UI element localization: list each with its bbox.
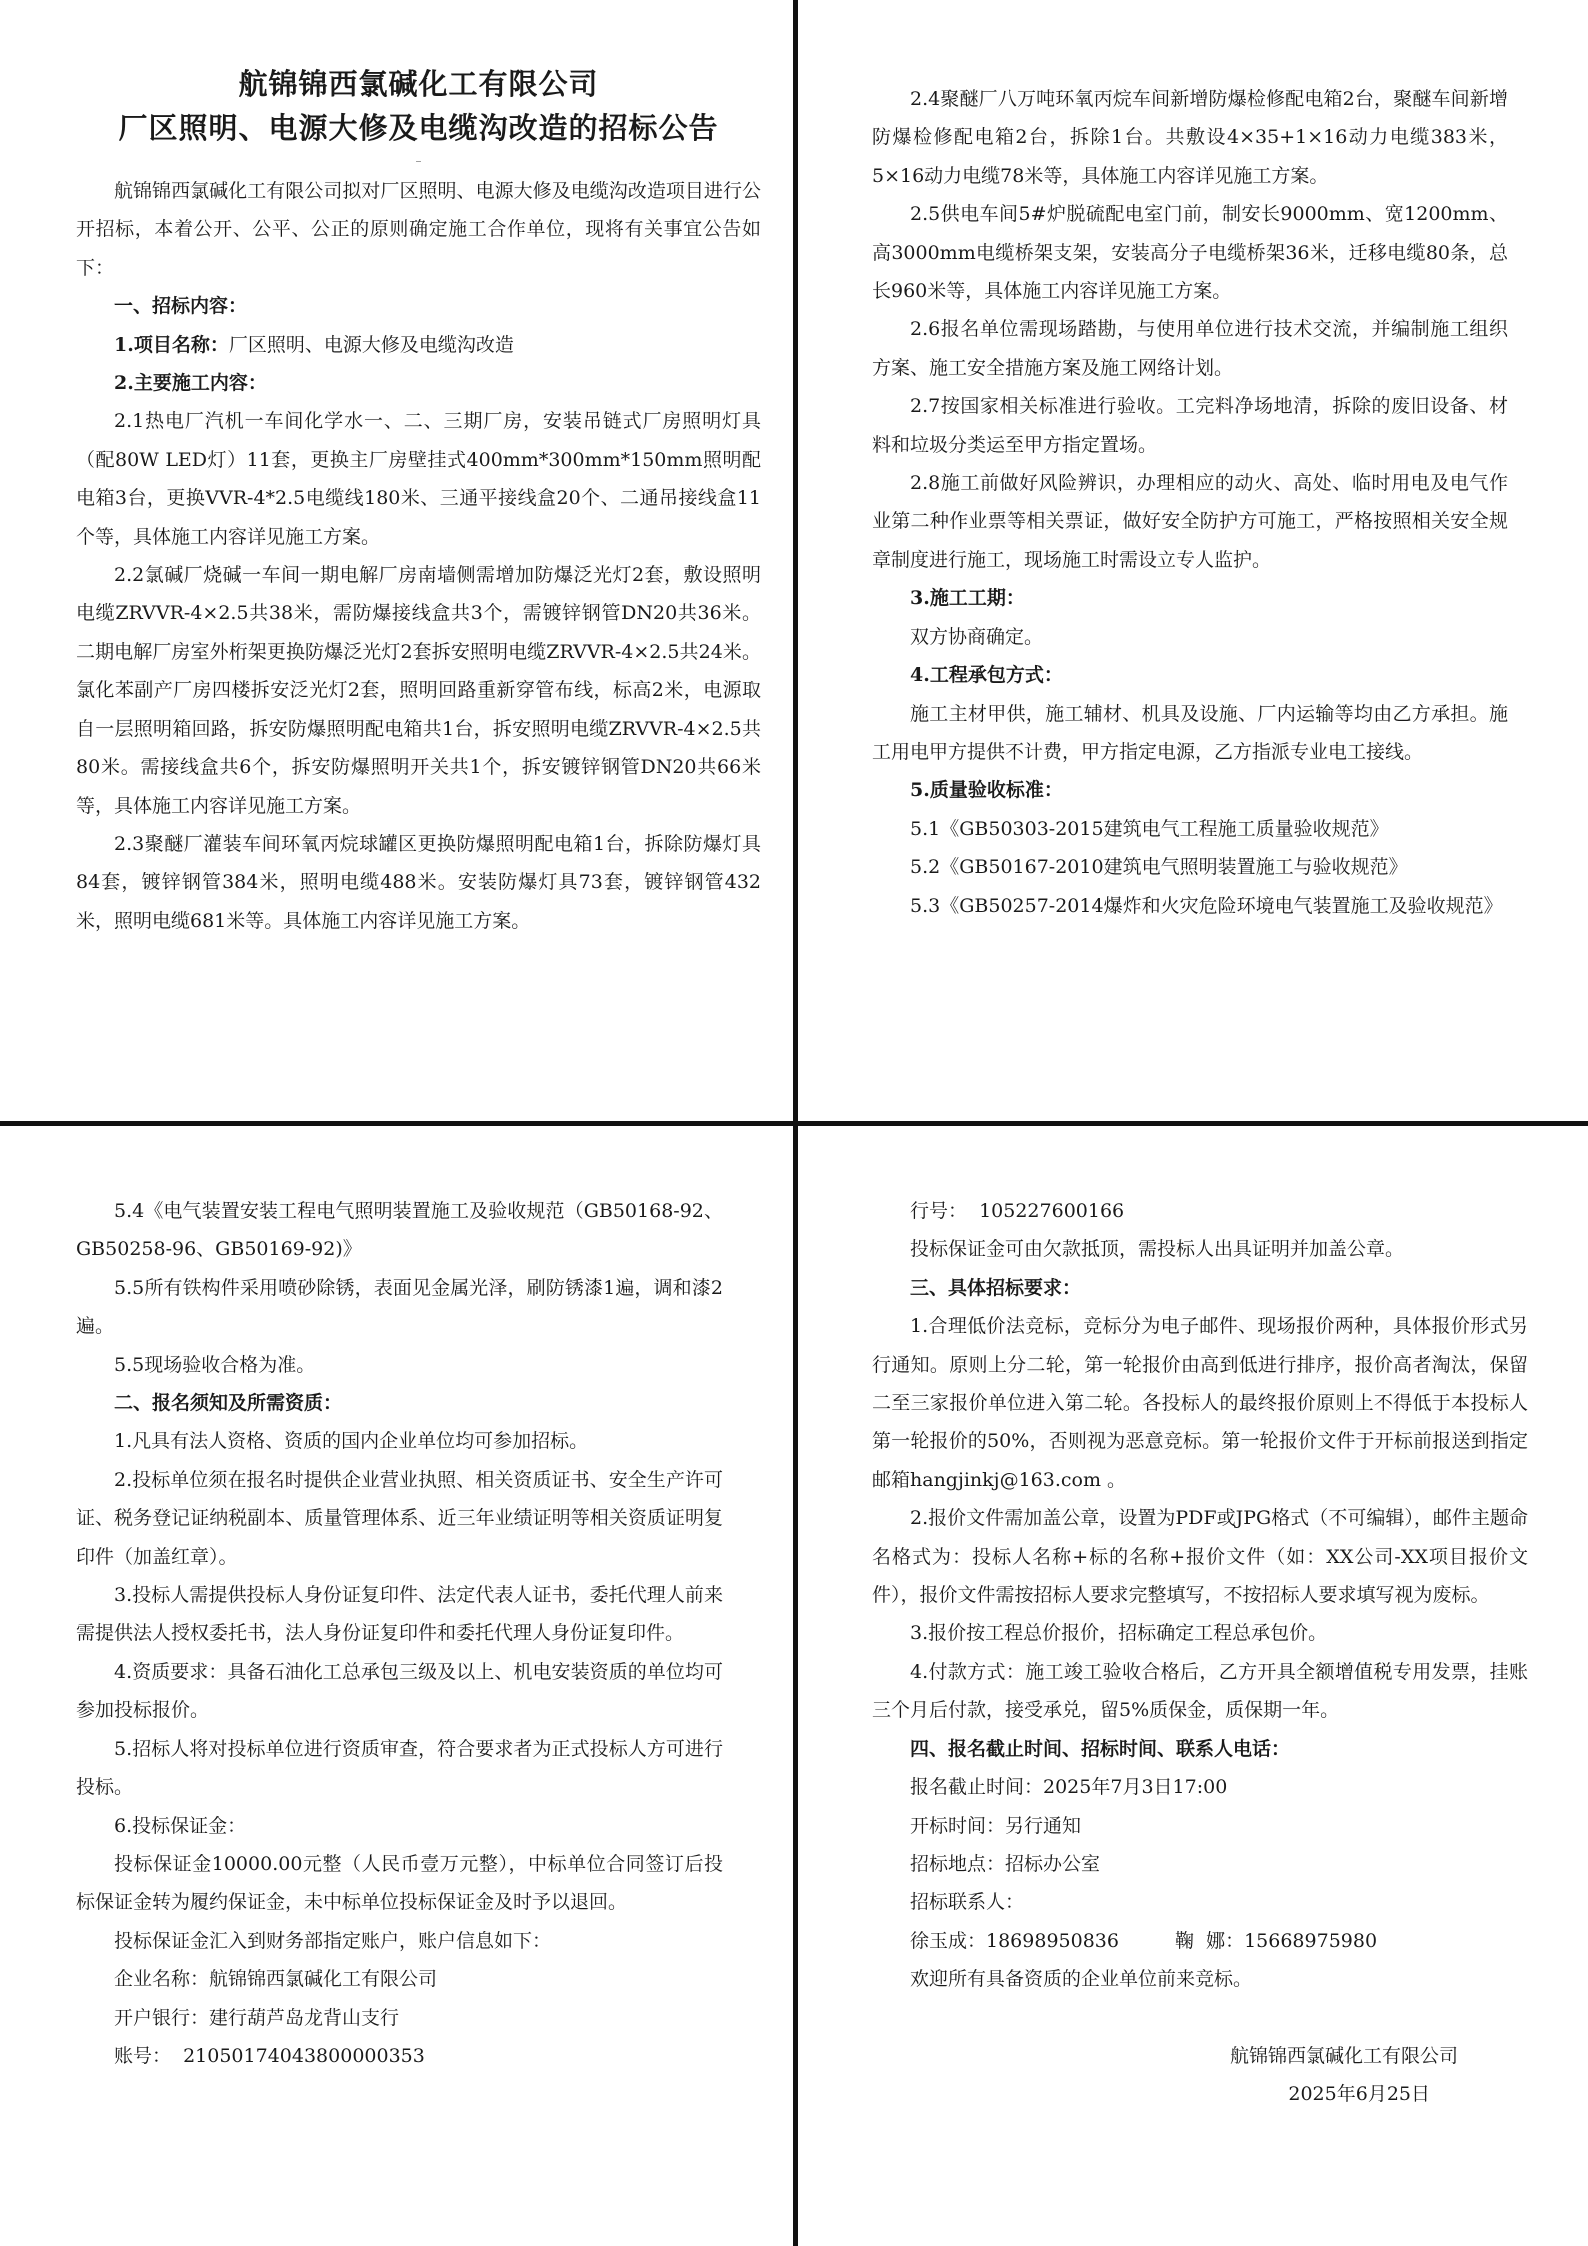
title-line-1: 航锦锦西氯碱化工有限公司 [238,67,599,101]
title-line-2: 厂区照明、电源大修及电缆沟改造的招标公告 [118,111,719,145]
sec2-item-1: 1.凡具有法人资格、资质的国内企业单位均可参加招标。 [114,1430,589,1453]
page-3 [0,1126,793,2246]
sec3-item-4: 4.付款方式：施工竣工验收合格后，乙方开具全额增值税专用发票，挂账三个月后付款，接受承兑，留5%质保金，质保期一年。 [872,1660,1528,1722]
deadline-line: 报名截止时间：2025年7月3日17:00 [910,1776,1228,1799]
sec3-heading: 三、具体招标要求： [910,1276,1082,1299]
sec3-item-1: 1.合理低价法竞标，竞标分为电子邮件、现场报价两种，具体报价形式另行通知。原则上分二轮，第一轮报价由高到低进行排序，报价高者淘汰，保留二至三家报价单位进入第二轮。各投标人的最终报价原则上不得低于本投标人第一轮报价的50%，否则视为恶意竞标。第一轮报价文件于开标前报送到指定邮箱hangjinkj@163.com 。 [872,1315,1528,1491]
sec2-heading: 二、报名须知及所需资质： [114,1392,343,1415]
item-2-5: 2.5供电车间5#炉脱硫配电室门前，制安长9000mm、宽1200mm、高3000mm电缆桥架支架，安装高分子电缆桥架36米，迁移电缆80条，总长960米等，具体施工内容详见施工方案。 [872,203,1508,303]
opening-line: 开标时间：另行通知 [910,1814,1082,1837]
contact-label: 招标联系人： [910,1891,1025,1914]
quality-item-5-2: 5.2《GB50167-2010建筑电气照明装置施工与验收规范》 [910,856,1408,879]
sec1-heading: 一、招标内容： [114,295,248,318]
quality-item-5-1: 5.1《GB50303-2015建筑电气工程施工质量验收规范》 [910,817,1389,840]
period-heading: 3.施工工期： [910,587,1025,610]
account-number-line: 账号： 21050174043800000353 [114,2044,425,2067]
spacer [872,1999,1528,2037]
welcome-line: 欢迎所有具备资质的企业单位前来竞标。 [910,1968,1253,1991]
project-name-line [76,326,761,364]
sec3-item-2: 2.报价文件需加盖公章，设置为PDF或JPG格式（不可编辑），邮件主题命名格式为：投标人名称+标的名称+报价文件（如：XX公司-XX项目报价文件），报价文件需按招标人要求完整填写，不按招标人要求填写视为废标。 [872,1507,1528,1607]
project-name-value: 厂区照明、电源大修及电缆沟改造 [228,333,514,356]
deposit-note: 投标保证金可由欠款抵顶，需投标人出具证明并加盖公章。 [910,1238,1405,1261]
account-intro: 投标保证金汇入到财务部指定账户，账户信息如下： [114,1929,552,1952]
contact-2: 鞠 娜：15668975980 [1175,1929,1378,1952]
contract-text: 施工主材甲供，施工辅材、机具及设施、厂内运输等均由乙方承担。施工用电甲方提供不计费，甲方指定电源，乙方指派专业电工接线。 [872,702,1508,763]
company-name-line: 企业名称：航锦锦西氯碱化工有限公司 [114,1968,438,1991]
branch-number-line: 行号： 105227600166 [910,1200,1125,1222]
item-2-2: 2.2氯碱厂烧碱一车间一期电解厂房南墙侧需增加防爆泛光灯2套，敷设照明电缆ZRVVR-4×2.5共38米，需防爆接线盒共3个，需镀锌钢管DN20共36米。二期电解厂房室外桁架更换防爆泛光灯2套拆安照明电缆ZRVVR-4×2.5共24米。氯化苯副产厂房四楼拆安泛光灯2套，照明回路重新穿管布线，标高2米，电源取自一层照明箱回路，拆安防爆照明配电箱共1台，拆安照明电缆ZRVVR-4×2.5共80米。需接线盒共6个，拆安防爆照明开关共1个，拆安镀锌钢管DN20共66米等，具体施工内容详见施工方案。 [76,564,761,817]
signature-company: 航锦锦西氯碱化工有限公司 [1229,2044,1458,2067]
sec2-item-4: 4.资质要求：具备石油化工总承包三级及以上、机电安装资质的单位均可参加投标报价。 [76,1660,723,1722]
item-2-7: 2.7按国家相关标准进行验收。工完料净场地清，拆除的废旧设备、材料和垃圾分类运至甲方指定置场。 [872,395,1508,456]
sec2-item-5: 5.招标人将对投标单位进行资质审查，符合要求者为正式投标人方可进行投标。 [76,1737,723,1799]
place-line: 招标地点：招标办公室 [910,1852,1101,1875]
item-2-8: 2.8施工前做好风险辨识，办理相应的动火、高处、临时用电及电气作业第二种作业票等相关票证，做好安全防护方可施工，严格按照相关安全规章制度进行施工，现场施工时需设立专人监护。 [872,472,1508,571]
quality-item-5-5a: 5.5所有铁构件采用喷砂除锈，表面见金属光泽，刷防锈漆1遍，调和漆2遍。 [76,1276,723,1338]
intro-paragraph: 航锦锦西氯碱化工有限公司拟对厂区照明、电源大修及电缆沟改造项目进行公开招标，本着公开、公平、公正的原则确定施工合作单位，现将有关事宜公告如下： [76,180,761,279]
sec4-heading: 四、报名截止时间、招标时间、联系人电话： [910,1737,1291,1760]
contacts-line [872,1922,1528,1960]
quality-item-5-3: 5.3《GB50257-2014爆炸和火灾危险环境电气装置施工及验收规范》 [910,894,1503,917]
quality-item-5-4: 5.4《电气装置安装工程电气照明装置施工及验收规范（GB50168-92、GB50258-96、GB50169-92)》 [76,1200,723,1261]
period-text: 双方协商确定。 [910,625,1044,648]
bank-line: 开户银行：建行葫芦岛龙背山支行 [114,2006,400,2029]
item-2-4: 2.4聚醚厂八万吨环氧丙烷车间新增防爆检修配电箱2台，聚醚车间新增防爆检修配电箱2台，拆除1台。共敷设4×35+1×16动力电缆383米，5×16动力电缆78米等，具体施工内容详见施工方案。 [872,88,1508,187]
page-4 [798,1126,1588,2246]
title-dash: – [415,154,422,168]
sec2-item-3: 3.投标人需提供投标人身份证复印件、法定代表人证书，委托代理人前来需提供法人授权委托书，法人身份证复印件和委托代理人身份证复印件。 [76,1584,723,1645]
item-2-3: 2.3聚醚厂灌装车间环氧丙烷球罐区更换防爆照明配电箱1台，拆除防爆灯具84套，镀锌钢管384米，照明电缆488米。安装防爆灯具73套，镀锌钢管432米，照明电缆681米等。具体施工内容详见施工方案。 [76,832,761,932]
sec2-item-2: 2.投标单位须在报名时提供企业营业执照、相关资质证书、安全生产许可证、税务登记证纳税副本、质量管理体系、近三年业绩证明等相关资质证明复印件（加盖红章）。 [76,1468,723,1568]
item-2-1: 2.1热电厂汽机一车间化学水一、二、三期厂房，安装吊链式厂房照明灯具（配80W LED灯）11套，更换主厂房壁挂式400mm*300mm*150mm照明配电箱3台，更换VVR-4*2.5电缆线180米、三通平接线盒20个、二通吊接线盒11个等，具体施工内容详见施工方案。 [76,410,761,548]
signature-date: 2025年6月25日 [1288,2082,1430,2105]
page-1 [0,0,793,1120]
item-2-6: 2.6报名单位需现场踏勘，与使用单位进行技术交流，并编制施工组织方案、施工安全措施方案及施工网络计划。 [872,318,1508,379]
quality-item-5-5b: 5.5现场验收合格为准。 [114,1353,316,1376]
sec2-item-6: 6.投标保证金： [114,1814,247,1837]
page-2 [798,0,1588,1120]
contract-heading: 4.工程承包方式： [910,664,1063,687]
quality-heading: 5.质量验收标准： [910,779,1063,802]
deposit-text: 投标保证金10000.00元整（人民币壹万元整），中标单位合同签订后投标保证金转为履约保证金，未中标单位投标保证金及时予以退回。 [76,1852,723,1914]
main-content-label: 2.主要施工内容： [114,372,267,395]
project-name-label: 1.项目名称： [114,333,229,356]
contact-1: 徐玉成：18698950836 [910,1929,1119,1952]
sec3-item-3: 3.报价按工程总价报价，招标确定工程总承包价。 [910,1622,1328,1645]
